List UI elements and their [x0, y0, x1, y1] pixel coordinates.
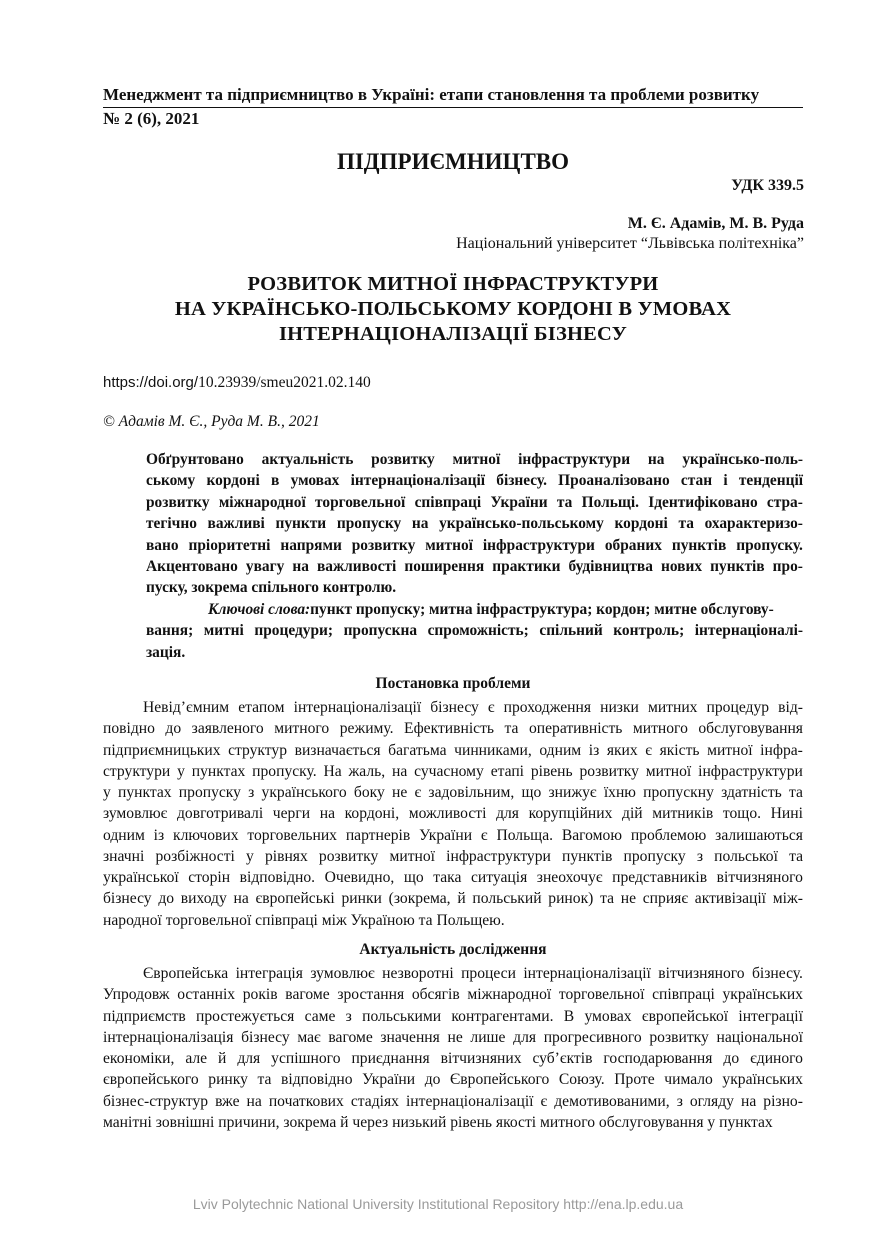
repository-footer: Lviv Polytechnic National University Institutional Repository http://ena.lp.edu.ua: [192, 1196, 684, 1212]
journal-running-head: Менеджмент та підприємництво в Україні: етапи становлення та проблеми розвитку: [103, 84, 803, 108]
body-line: значні розбіжності у рівнях розвитку митної інфраструктури пунктів пропуску з польської та: [103, 847, 803, 865]
paragraph-problem: [103, 697, 803, 931]
body-line: економіки, але й для успішного приєднання вітчизняних суб’єктів господарювання до єдиного: [103, 1050, 803, 1067]
keywords-line: Ключові слова:пункт пропуску; митна інфраструктура; кордон; митне обслугову-: [146, 599, 803, 620]
body-line: Європейська інтеграція зумовлює незворотні процеси інтернаціоналізації вітчизняного бізнесу.: [143, 965, 803, 982]
body-line: Упродовж останніх років вагоме зростання обсягів міжнародної торговельної співпраці українських: [103, 986, 803, 1004]
body-line: бізнес-структур вже на початкових стадіях інтернаціоналізації є демотивованими, з огляду на різно-: [103, 1092, 803, 1110]
title-line: ІНТЕРНАЦІОНАЛІЗАЦІЇ БІЗНЕСУ: [278, 323, 627, 345]
body-line: підприємницьких структур визначається багатьма чинниками, одним із яких є якість митної інфра-: [103, 741, 803, 759]
body-line: бізнесу до виходу на європейські ринки (зокрема, й польський ринок) та не сприяє активізації між-: [103, 890, 803, 908]
doi-id: 10.23939/smeu2021.02.140: [198, 374, 371, 391]
doi-prefix: https://doi.org/: [103, 374, 199, 391]
keywords-line: вання; митні процедури; пропускна спроможність; спільний контроль; інтернаціоналі-: [146, 622, 803, 640]
abstract-line: розвитку міжнародної торговельної співпраці України та Польщі. Ідентифіковано стра-: [146, 493, 803, 511]
section-title: ПІДПРИЄМНИЦТВО: [336, 149, 570, 174]
body-line: народної торговельної співпраці між Україною та Польщею.: [103, 911, 505, 929]
journal-issue: № 2 (6), 2021: [103, 109, 200, 128]
abstract-line: тегічно важливі пункти пропуску на українсько-польському кордоні та охарактеризо-: [146, 515, 803, 533]
body-line: української сторін відповідно. Очевидно, що така ситуація знеохочує представників вітчизняного: [103, 869, 803, 886]
keywords-line: зація.: [146, 643, 186, 661]
abstract-line: Акцентовано увагу на важливості поширення практики будівництва нових пунктів про-: [146, 558, 803, 576]
paragraph-relevance: [103, 963, 803, 1133]
abstract-line: Обґрунтовано актуальність розвитку митної інфраструктури на українсько-поль-: [146, 451, 803, 468]
affiliation: Національний університет “Львівська політехніка”: [456, 235, 804, 252]
abstract: [146, 449, 803, 663]
body-line: Невід’ємним етапом інтернаціоналізації бізнесу є проходження низки митних процедур від-: [143, 699, 803, 716]
body-line: інтернаціоналізація бізнесу має вагоме значення не лише для прогресивного розвитку національної: [103, 1028, 803, 1046]
udk-code: УДК 339.5: [731, 177, 804, 194]
section-heading-relevance: Актуальність дослідження: [359, 941, 547, 958]
body-line: зумовлює довготривалі черги на кордоні, можливості для корупційних дій митників тощо. Нині: [103, 805, 803, 823]
authors: М. Є. Адамів, М. В. Руда: [627, 215, 804, 232]
body-line: європейського ринку та відповідно України до Європейського Союзу. Проте чимало українських: [103, 1071, 803, 1089]
title-line: РОЗВИТОК МИТНОЇ ІНФРАСТРУКТУРИ: [247, 273, 659, 295]
title-line: НА УКРАЇНСЬКО-ПОЛЬСЬКОМУ КОРДОНІ В УМОВАХ: [174, 298, 732, 320]
abstract-line: пуску, зокрема спільного контролю.: [146, 579, 397, 597]
abstract-line: ському кордоні в умовах інтернаціоналізації бізнесу. Проаналізовано стан і тенденції: [146, 472, 803, 490]
doi-link[interactable]: [103, 373, 371, 393]
article-title: [103, 272, 803, 347]
body-line: повідно до заявленого митного режиму. Ефективність та оперативність митного обслуговування: [103, 720, 803, 738]
section-heading-problem: Постановка проблеми: [375, 675, 531, 692]
body-line: структури у пунктах пропуску. На жаль, на сучасному етапі рівень розвитку митної інфраструктури: [103, 762, 803, 780]
body-line: у пунктах пропуску з українського боку не є задовільним, що знижує їхню пропускну здатність та: [103, 784, 803, 801]
body-line: одним із ключових торговельних партнерів України є Польща. Вагомою проблемою залишаються: [103, 826, 803, 844]
body-line: підприємств простежується саме з польськими контрагентами. В умовах європейської інтеграції: [103, 1007, 803, 1025]
abstract-line: вано пріоритетні напрями розвитку митної інфраструктури обраних пунктів пропуску.: [146, 536, 803, 554]
copyright: © Адамів М. Є., Руда М. В., 2021: [103, 413, 320, 430]
keywords-label: Ключові слова:: [208, 600, 311, 618]
body-line: манітні зовнішні причини, зокрема й через низький рівень якості митного обслуговування у пунктах: [103, 1113, 773, 1131]
